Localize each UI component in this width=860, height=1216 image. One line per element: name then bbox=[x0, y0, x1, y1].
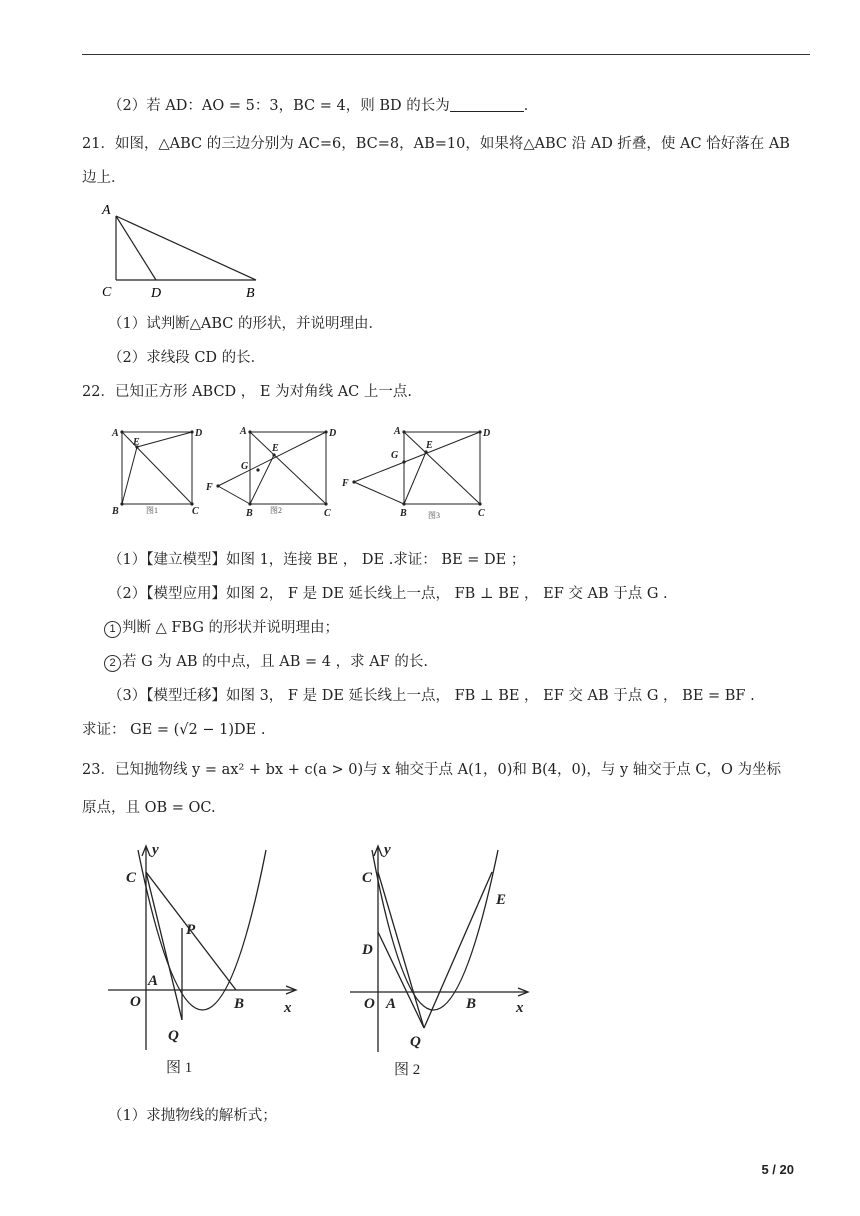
q21-part1: （1）试判断△ABC 的形状，并说明理由． bbox=[108, 316, 383, 332]
q20-part2: （2）若 AD：AO = 5：3，BC = 4，则 BD 的长为 ． bbox=[108, 98, 539, 114]
fig2-caption: 图 2 bbox=[394, 1062, 421, 1078]
q22-item2: 2 若 G 为 AB 的中点，且 AB = 4 ，求 AF 的长. bbox=[104, 652, 428, 672]
q21-text-line1: 21．如图，△ABC 的三边分别为 AC=6，BC=8，AB=10，如果将△ABC 沿 AD 折叠，使 AC 恰好落在 AB bbox=[82, 136, 790, 152]
svg-text:A: A bbox=[386, 996, 397, 1012]
svg-text:E: E bbox=[496, 892, 507, 908]
q21-text-line2: 边上． bbox=[82, 170, 126, 186]
circled-number-1: 1 bbox=[104, 621, 121, 638]
svg-text:G: G bbox=[391, 450, 399, 461]
q23-text-line2: 原点，且 OB = OC. bbox=[82, 800, 216, 816]
svg-text:D: D bbox=[362, 942, 373, 958]
svg-text:y: y bbox=[384, 842, 391, 858]
label-A: A bbox=[102, 203, 111, 218]
label-B: B bbox=[246, 286, 255, 301]
q22-text-line1: 22．已知正方形 ABCD ， E 为对角线 AC 上一点. bbox=[82, 384, 412, 400]
svg-text:Q: Q bbox=[168, 1028, 179, 1044]
svg-text:A: A bbox=[240, 426, 247, 437]
svg-text:D: D bbox=[329, 428, 337, 439]
svg-text:F: F bbox=[342, 478, 349, 489]
svg-text:C: C bbox=[478, 508, 485, 519]
q21-triangle-figure bbox=[98, 198, 278, 302]
q22-square-figures bbox=[100, 418, 500, 524]
svg-text:F: F bbox=[206, 482, 213, 493]
svg-text:D: D bbox=[483, 428, 491, 439]
svg-text:Q: Q bbox=[410, 1034, 421, 1050]
fig3-caption: 图3 bbox=[428, 511, 440, 520]
svg-text:E: E bbox=[272, 443, 279, 454]
page-number: 5 / 20 bbox=[761, 1162, 794, 1177]
svg-text:A: A bbox=[112, 428, 119, 439]
q23-parabola-figure1 bbox=[108, 840, 308, 1080]
q23-part1: （1）求抛物线的解析式； bbox=[108, 1108, 277, 1124]
svg-text:x: x bbox=[284, 1000, 292, 1016]
svg-text:C: C bbox=[126, 870, 137, 886]
q22-part2: （2）【模型应用】如图 2， F 是 DE 延长线上一点， FB ⊥ BE ， EF 交 AB 于点 G . bbox=[108, 586, 668, 602]
svg-text:B: B bbox=[234, 996, 245, 1012]
svg-text:E: E bbox=[426, 440, 433, 451]
fig2-caption: 图2 bbox=[270, 506, 282, 515]
q22-part1: （1）【建立模型】如图 1，连接 BE ， DE .求证： BE = DE ； bbox=[108, 552, 526, 568]
svg-text:P: P bbox=[186, 922, 196, 938]
svg-text:C: C bbox=[362, 870, 373, 886]
svg-text:A: A bbox=[394, 426, 401, 437]
q23-parabola-figure2 bbox=[340, 840, 540, 1080]
q23-text-line1: 23．已知抛物线 y = ax² + bx + c(a > 0)与 x 轴交于点 A(1，0)和 B(4，0)，与 y 轴交于点 C，O 为坐标 bbox=[82, 762, 781, 778]
svg-text:y: y bbox=[152, 842, 159, 858]
answer-blank bbox=[450, 97, 524, 112]
svg-text:B: B bbox=[246, 508, 253, 519]
svg-text:O: O bbox=[130, 994, 141, 1010]
svg-text:B: B bbox=[400, 508, 407, 519]
svg-text:O: O bbox=[364, 996, 375, 1012]
circled-number-2: 2 bbox=[104, 655, 121, 672]
svg-text:C: C bbox=[192, 506, 199, 517]
svg-text:A: A bbox=[148, 973, 159, 989]
header-rule bbox=[82, 54, 810, 55]
svg-text:B: B bbox=[112, 506, 119, 517]
q22-item1: 1 判断 △ FBG 的形状并说明理由； bbox=[104, 618, 339, 638]
svg-text:x: x bbox=[516, 1000, 524, 1016]
fig1-caption: 图 1 bbox=[166, 1060, 193, 1076]
q22-part3-proof: 求证： GE = (√2 − 1)DE . bbox=[82, 722, 266, 738]
svg-text:E: E bbox=[133, 437, 140, 448]
fig1-caption: 图1 bbox=[146, 506, 158, 515]
svg-text:B: B bbox=[466, 996, 477, 1012]
svg-text:G: G bbox=[241, 461, 249, 472]
svg-text:C: C bbox=[324, 508, 331, 519]
label-C: C bbox=[102, 285, 112, 300]
svg-text:D: D bbox=[195, 428, 203, 439]
q22-part3: （3）【模型迁移】如图 3， F 是 DE 延长线上一点， FB ⊥ BE ， EF 交 AB 于点 G ， BE = BF . bbox=[108, 688, 755, 704]
q21-part2: （2）求线段 CD 的长． bbox=[108, 350, 266, 366]
label-D: D bbox=[151, 286, 162, 301]
